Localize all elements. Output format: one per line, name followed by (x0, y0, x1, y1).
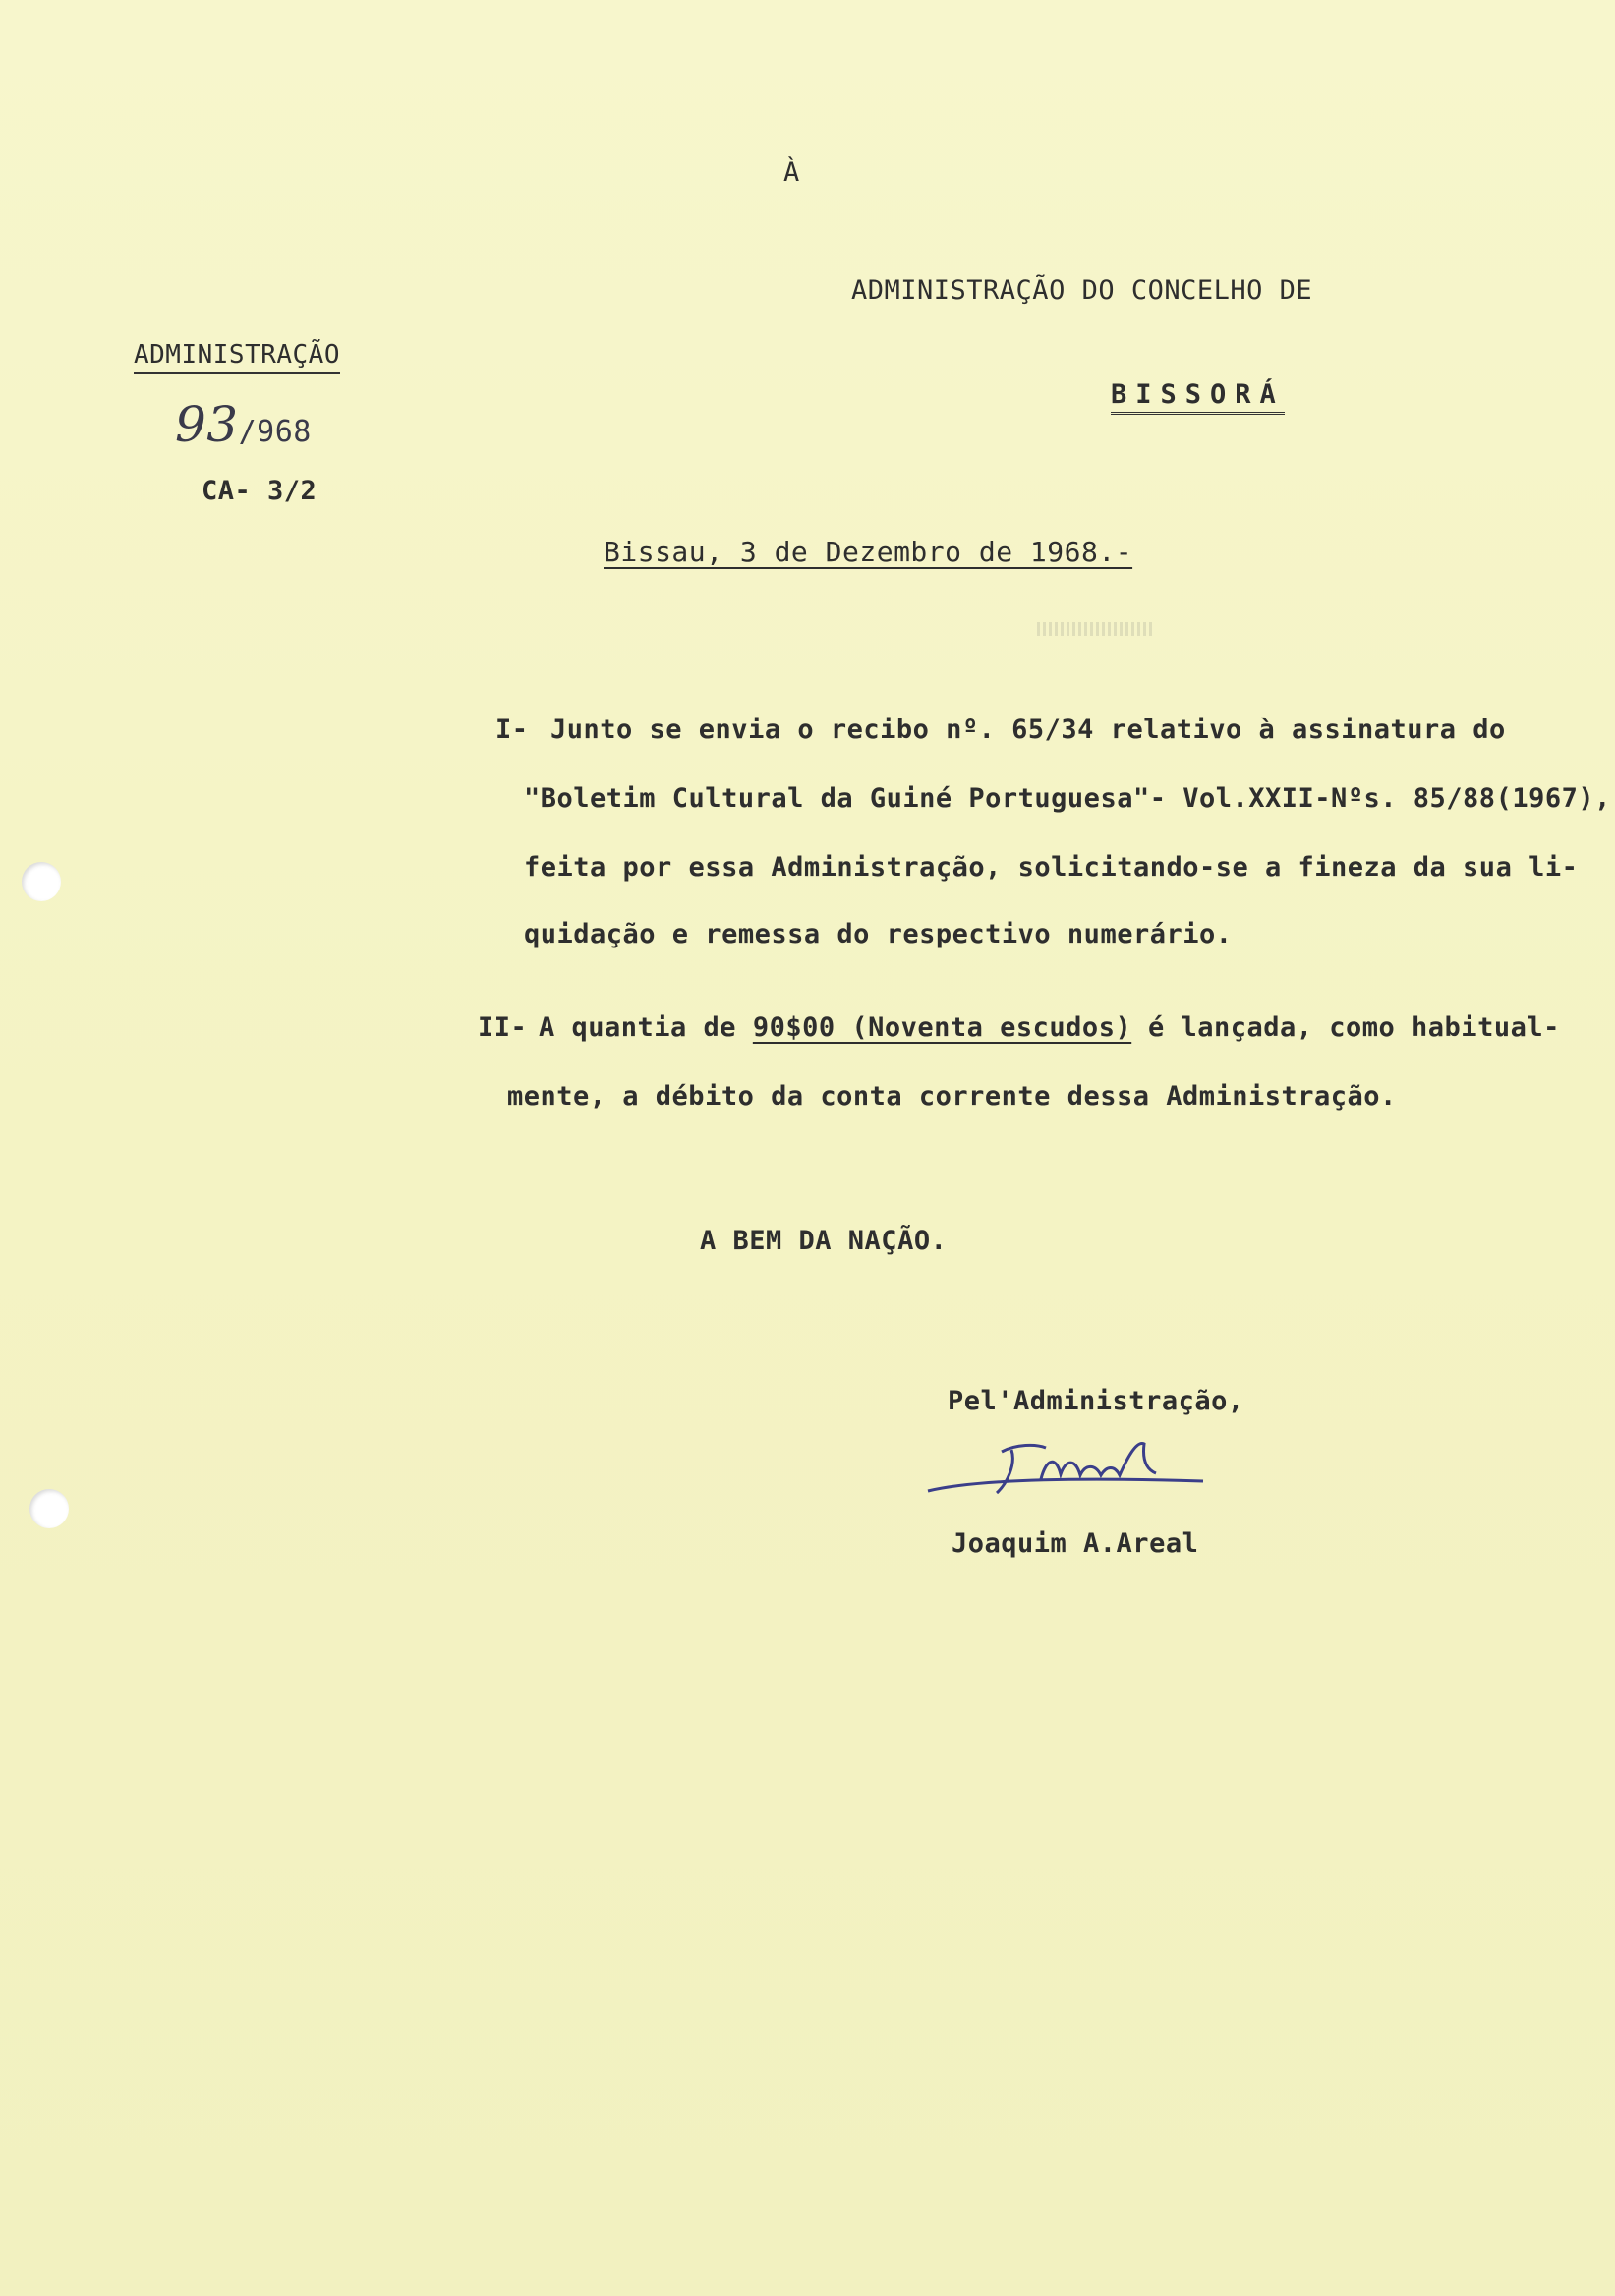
addressee-line1: ADMINISTRAÇÃO DO CONCELHO DE (851, 275, 1313, 306)
reference-label: ADMINISTRAÇÃO (134, 340, 340, 374)
reference-number-main: 93 (175, 396, 239, 453)
reference-year: /968 (238, 415, 312, 449)
paragraph2-amount: 90$00 (Noventa escudos) (752, 1012, 1132, 1043)
paragraph1-line: Junto se envia o recibo nº. 65/34 relativo à assinatura do (550, 715, 1506, 745)
paragraph2-line: mente, a débito da conta corrente dessa Administração. (507, 1081, 1397, 1112)
paragraph2-text-after: é lançada, como habitual- (1131, 1012, 1560, 1043)
faint-mark (1037, 622, 1155, 636)
reference-number (175, 396, 312, 453)
paragraph2-marker: II- (478, 1012, 528, 1043)
paragraph1-line: feita por essa Administração, solicitando-se a fineza da sua li- (524, 852, 1579, 883)
paragraph1-line: quidação e remessa do respectivo numerário. (524, 919, 1233, 949)
paragraph1-line: "Boletim Cultural da Guiné Portuguesa"- Vol.XXII-Nºs. 85/88(1967), (524, 783, 1611, 814)
handwritten-signature (918, 1430, 1213, 1509)
punch-hole (29, 1489, 69, 1528)
closing-salutation: A BEM DA NAÇÃO. (700, 1226, 948, 1256)
paragraph2-text-before: A quantia de (539, 1012, 753, 1043)
signer-name: Joaquim A.Areal (952, 1528, 1199, 1559)
paragraph2-line (539, 1012, 1560, 1043)
addressee-line2: BISSORÁ (1111, 379, 1285, 415)
addressee-prefix: À (783, 157, 800, 188)
date-line: Bissau, 3 de Dezembro de 1968.- (604, 536, 1133, 568)
reference-code: CA- 3/2 (202, 476, 317, 506)
paragraph1-marker: I- (495, 715, 529, 745)
punch-hole (22, 862, 61, 901)
signature-title: Pel'Administração, (948, 1386, 1244, 1416)
